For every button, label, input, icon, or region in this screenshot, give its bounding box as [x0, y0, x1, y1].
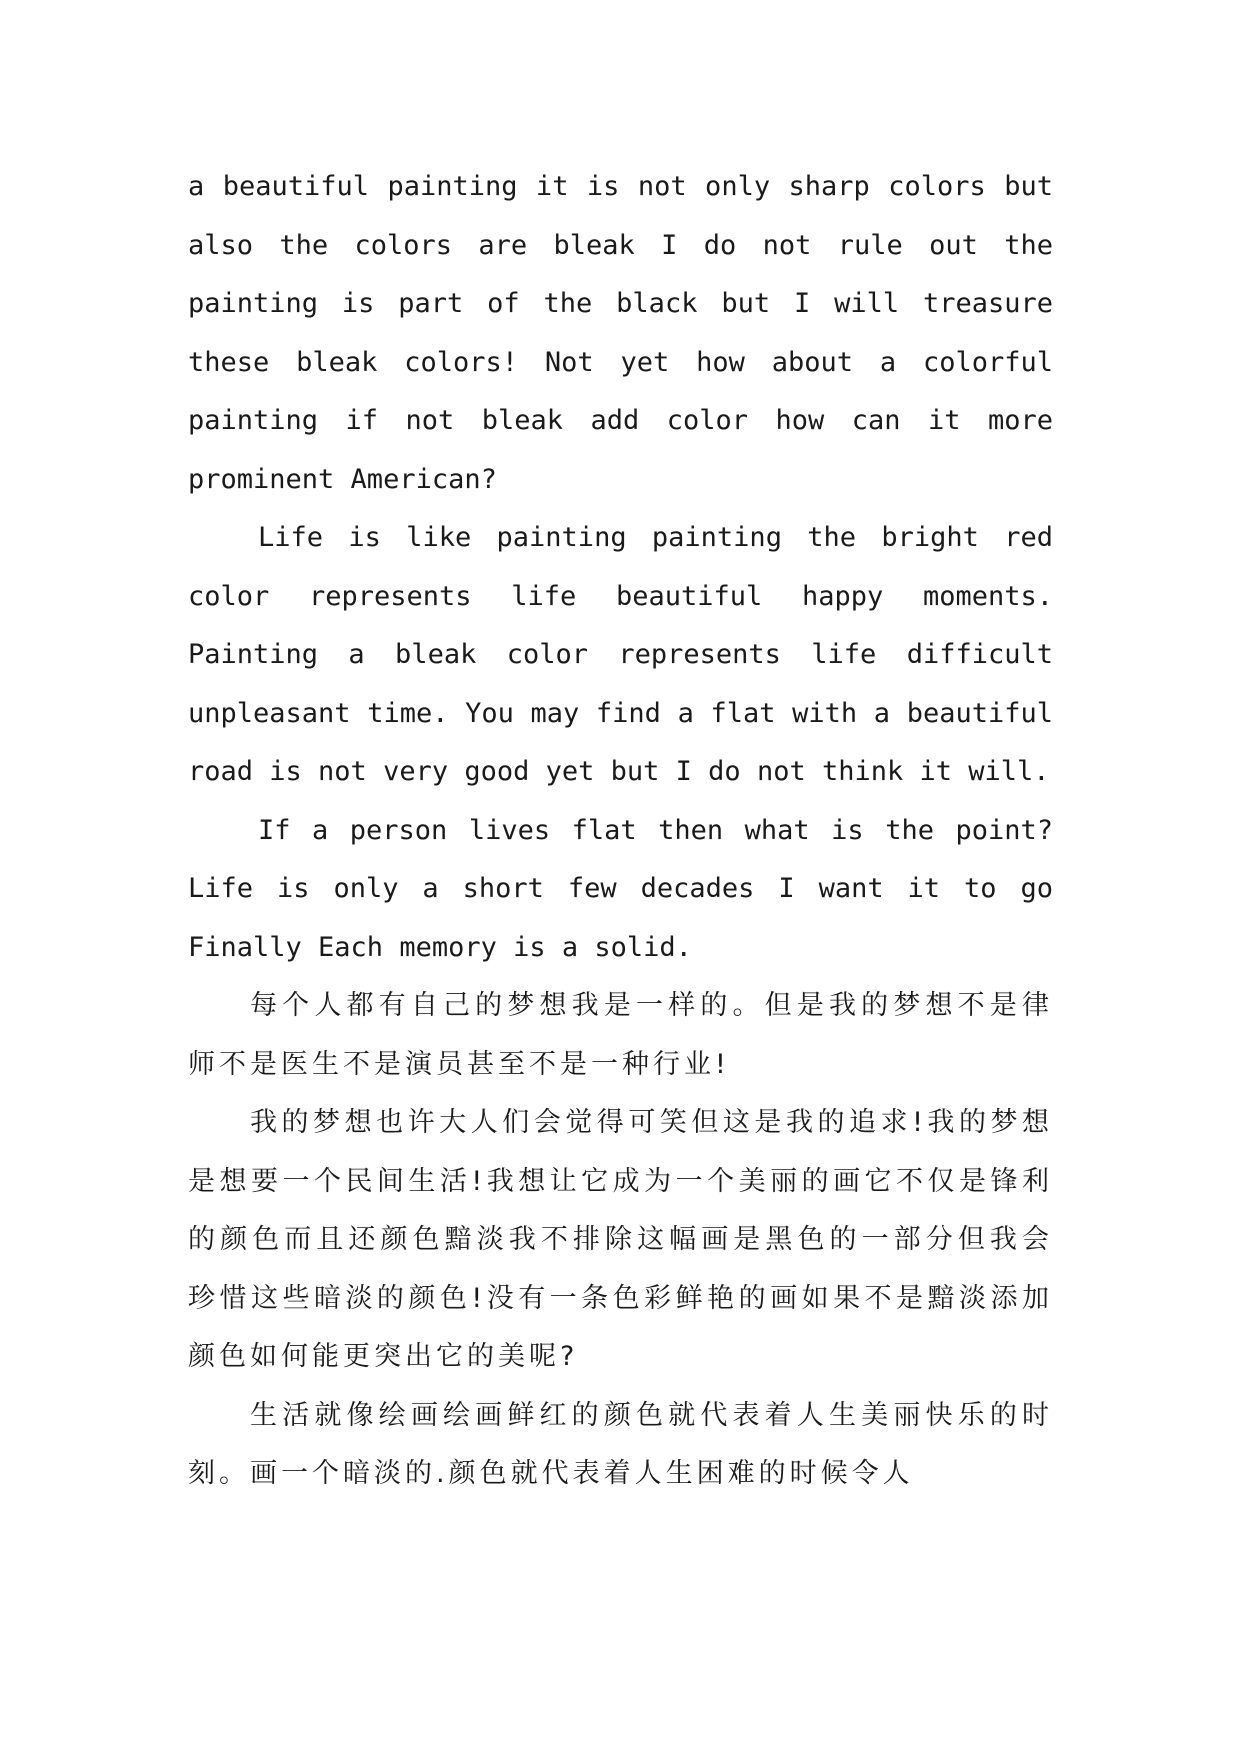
paragraph-3: If a person lives flat then what is the point? Life is only a short few decades I want it to go Finally Each memory is a solid. — [188, 814, 1053, 963]
paragraph-2: Life is like painting painting the bright red color represents life beautiful happy moments. Painting a bleak color represents life difficult unpleasant time. You may find a flat with a beautiful road is not very good yet but I do not think it will. — [188, 522, 1053, 787]
paragraph-6: 生活就像绘画绘画鲜红的颜色就代表着人生美丽快乐的时刻。画一个暗淡的.颜色就代表着人生困难的时候令人 — [188, 1399, 1053, 1489]
paragraph-1: a beautiful painting it is not only sharp colors but also the colors are bleak I do not rule out the painting is part of the black but I will treasure these bleak colors! Not yet how about a colorful painting if not bleak add color how can it more prominent American? — [188, 171, 1053, 495]
paragraph-4: 每个人都有自己的梦想我是一样的。但是我的梦想不是律师不是医生不是演员甚至不是一种行业! — [188, 990, 1053, 1080]
document-body — [188, 158, 1053, 1504]
paragraph-5: 我的梦想也许大人们会觉得可笑但这是我的追求!我的梦想是想要一个民间生活!我想让它成为一个美丽的画它不仅是锋利的颜色而且还颜色黯淡我不排除这幅画是黑色的一部分但我会珍惜这些暗淡的颜色!没有一条色彩鲜艳的画如果不是黯淡添加颜色如何能更突出它的美呢? — [188, 1107, 1053, 1372]
